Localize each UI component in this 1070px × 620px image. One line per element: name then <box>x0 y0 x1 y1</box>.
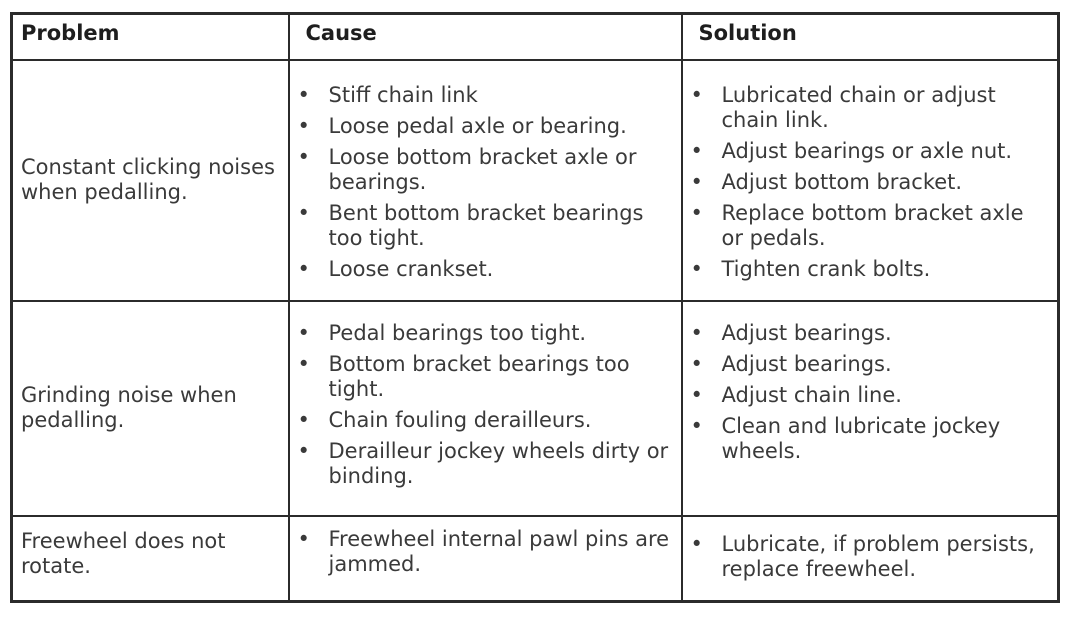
list-item: • Pedal bearings too tight. <box>298 321 675 346</box>
list-item: • Freewheel internal pawl pins are jammed. <box>298 527 675 577</box>
list-item: • Adjust chain line. <box>691 383 1052 408</box>
list-item: • Stiff chain link <box>298 83 675 108</box>
list-item: • Lubricated chain or adjust chain link. <box>691 83 1052 133</box>
list-item: • Adjust bearings. <box>691 321 1052 346</box>
cause-cell <box>289 301 682 516</box>
solution-cell <box>682 516 1059 602</box>
table-row <box>12 516 1059 602</box>
solution-list <box>691 532 1052 582</box>
list-item: • Loose crankset. <box>298 257 675 282</box>
list-item: • Adjust bearings. <box>691 352 1052 377</box>
list-item: • Lubricate, if problem persists, replace freewheel. <box>691 532 1052 582</box>
list-item: • Adjust bearings or axle nut. <box>691 139 1052 164</box>
list-item: • Loose bottom bracket axle or bearings. <box>298 145 675 195</box>
cause-list <box>298 527 675 577</box>
header-row <box>12 14 1059 60</box>
list-item: • Clean and lubricate jockey wheels. <box>691 414 1052 464</box>
problem-cell: Grinding noise when pedalling. <box>12 301 289 516</box>
list-item: • Chain fouling derailleurs. <box>298 408 675 433</box>
solution-cell <box>682 60 1059 301</box>
list-item: • Loose pedal axle or bearing. <box>298 114 675 139</box>
cause-list <box>298 321 675 489</box>
list-item: • Tighten crank bolts. <box>691 257 1052 282</box>
table-row <box>12 301 1059 516</box>
list-item: • Bent bottom bracket bearings too tight. <box>298 201 675 251</box>
list-item: • Adjust bottom bracket. <box>691 170 1052 195</box>
header-solution: Solution <box>682 14 1059 60</box>
header-cause: Cause <box>289 14 682 60</box>
solution-list <box>691 321 1052 464</box>
list-item: • Derailleur jockey wheels dirty or binding. <box>298 439 675 489</box>
cause-cell <box>289 516 682 602</box>
cause-cell <box>289 60 682 301</box>
list-item: • Bottom bracket bearings too tight. <box>298 352 675 402</box>
list-item: • Replace bottom bracket axle or pedals. <box>691 201 1052 251</box>
cause-list <box>298 83 675 282</box>
problem-cell: Constant clicking noises when pedalling. <box>12 60 289 301</box>
solution-cell <box>682 301 1059 516</box>
troubleshooting-table <box>10 12 1060 603</box>
problem-cell: Freewheel does not rotate. <box>12 516 289 602</box>
solution-list <box>691 83 1052 282</box>
header-problem: Problem <box>12 14 289 60</box>
table-row <box>12 60 1059 301</box>
